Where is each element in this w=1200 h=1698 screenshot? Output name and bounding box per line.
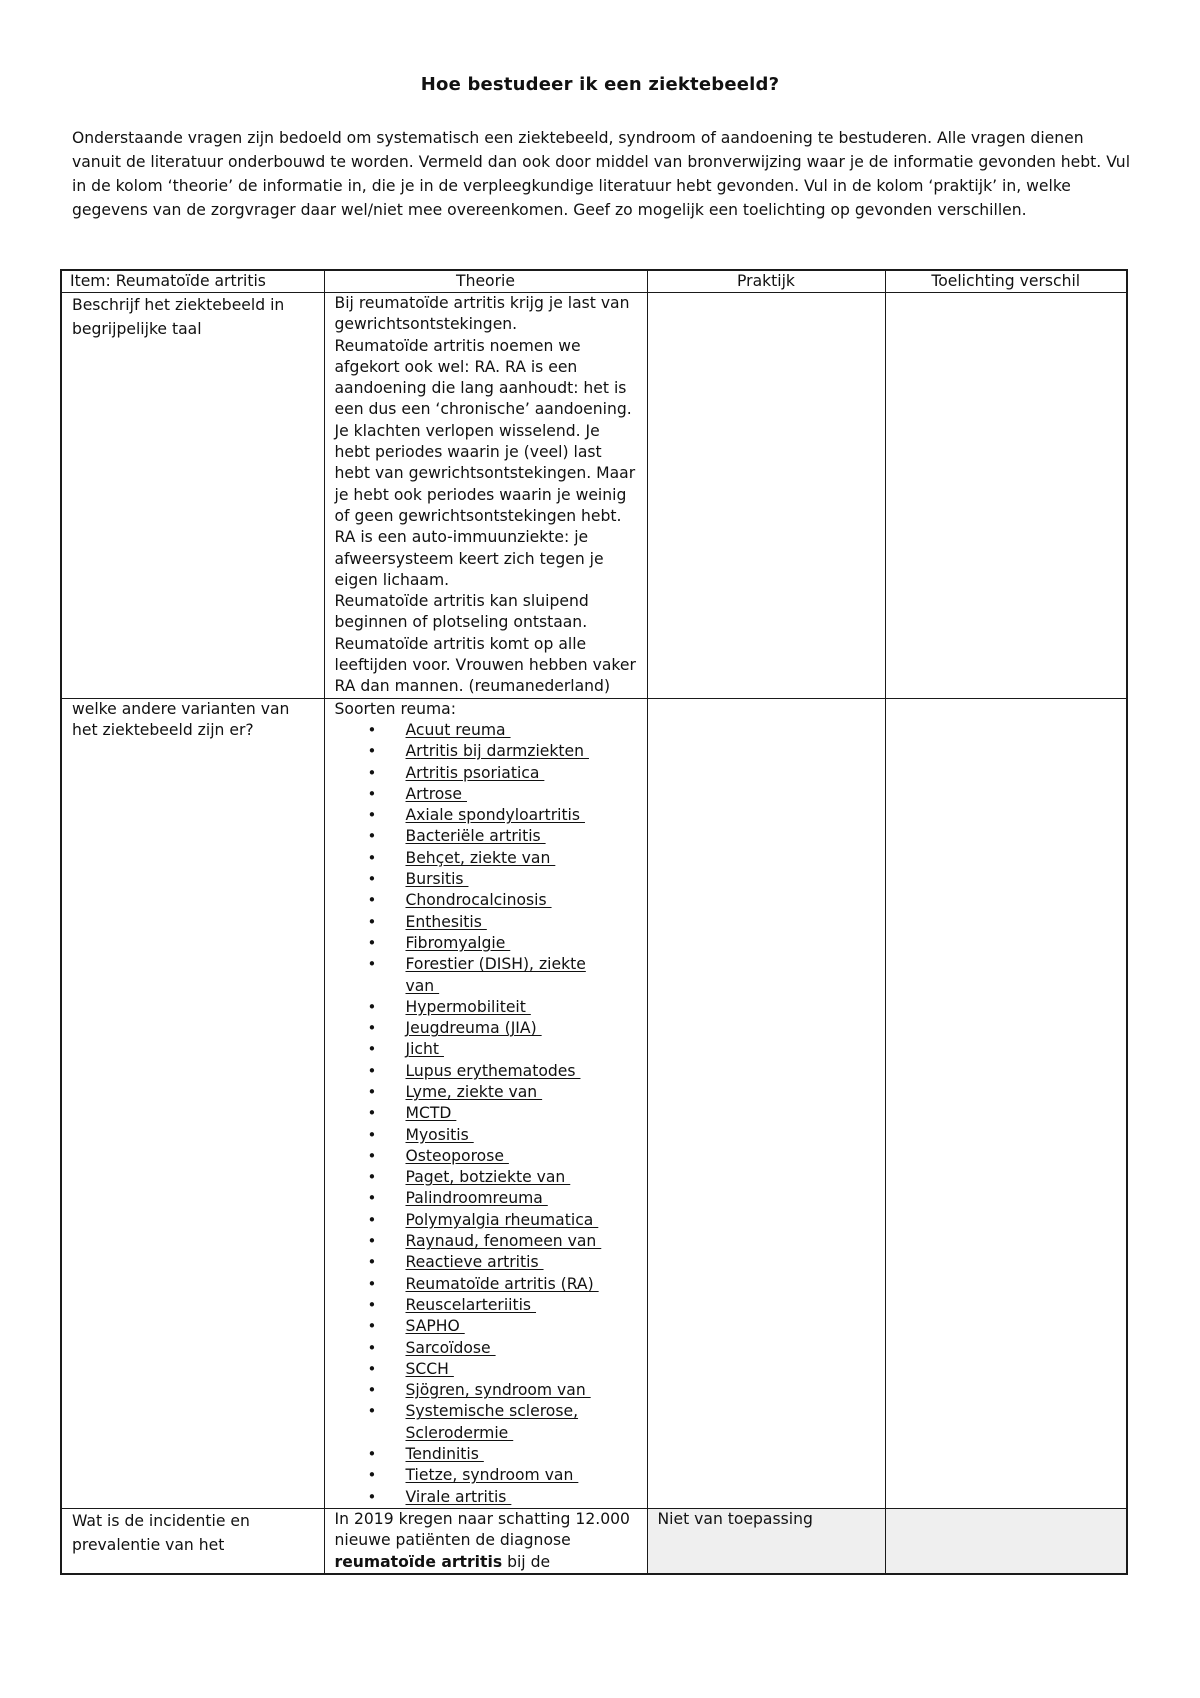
list-item [335, 1444, 637, 1465]
theory-text-start: In 2019 kregen naar schatting 12.000 nieuwe patiënten de diagnose [334, 1509, 630, 1550]
reuma-type-link[interactable]: Tendinitis [405, 1445, 484, 1464]
reuma-type-link[interactable]: Enthesitis [405, 912, 487, 931]
list-item [335, 1401, 637, 1444]
list-item [335, 763, 637, 784]
theory-text-bold: reumatoïde artritis [334, 1552, 503, 1571]
list-item [335, 1210, 637, 1231]
list-item [335, 954, 637, 997]
question-cell: Wat is de incidentie en prevalentie van het [61, 1508, 324, 1573]
theory-list-intro: Soorten reuma: [334, 699, 456, 718]
header-theorie: Theorie [324, 270, 647, 293]
theory-paragraph: Reumatoïde artritis kan sluipend beginnen of plotseling ontstaan. [334, 592, 589, 632]
list-item [335, 933, 637, 954]
table-row [61, 293, 1127, 699]
table-header-row [61, 270, 1127, 293]
reuma-type-link[interactable]: Axiale spondyloartritis [405, 806, 585, 825]
list-item [335, 890, 637, 911]
reuma-type-link[interactable]: Fibromyalgie [405, 933, 511, 952]
theory-text-end: bij de [502, 1552, 551, 1571]
theory-paragraph: Reumatoïde artritis noemen we afgekort ook wel: RA. RA is een aandoening die lang aanhoudt: het is een dus een ‘chronische’ aandoening. [334, 336, 632, 419]
reuma-type-link[interactable]: Sarcoïdose [405, 1338, 496, 1357]
list-item [335, 1231, 637, 1252]
reuma-type-link[interactable]: Tietze, syndroom van [405, 1466, 579, 1485]
page-title: Hoe bestudeer ik een ziektebeeld? [420, 74, 780, 95]
reuma-type-link[interactable]: Acuut reuma [405, 720, 511, 739]
reuma-type-link[interactable]: Lyme, ziekte van [405, 1082, 543, 1101]
header-praktijk: Praktijk [647, 270, 885, 293]
reuma-type-link[interactable]: Artritis psoriatica [405, 763, 545, 782]
list-item [335, 1188, 637, 1209]
theory-paragraph: Bij reumatoïde artritis krijg je last van gewrichtsontstekingen. [334, 294, 630, 334]
list-item [335, 997, 637, 1018]
list-item [335, 1338, 637, 1359]
list-item [335, 805, 637, 826]
list-item [335, 1316, 637, 1337]
question-cell: Beschrijf het ziektebeeld in begrijpelijke taal [61, 293, 324, 699]
reuma-type-link[interactable]: Jeugdreuma (JIA) [405, 1019, 542, 1038]
list-item [335, 1359, 637, 1380]
reuma-type-link[interactable]: Palindroomreuma [405, 1189, 548, 1208]
theory-cell [324, 293, 647, 699]
difference-cell [885, 698, 1127, 1508]
reuma-type-link[interactable]: Sjögren, syndroom van [405, 1381, 591, 1400]
reuma-type-link[interactable]: Reumatoïde artritis (RA) [405, 1274, 599, 1293]
reuma-types-list [335, 720, 637, 1508]
reuma-type-link[interactable]: Reactieve artritis [405, 1253, 544, 1272]
list-item [335, 1146, 637, 1167]
reuma-type-link[interactable]: Forestier (DISH), ziekte van [405, 955, 586, 995]
reuma-type-link[interactable]: Myositis [405, 1125, 474, 1144]
study-table [60, 269, 1128, 1575]
theory-cell [324, 698, 647, 1508]
list-item [335, 1018, 637, 1039]
question-cell: welke andere varianten van het ziektebeeld zijn er? [61, 698, 324, 1508]
reuma-type-link[interactable]: Hypermobiliteit [405, 997, 531, 1016]
theory-cell [324, 1508, 647, 1573]
list-item [335, 784, 637, 805]
theory-paragraph: RA is een auto-immuunziekte: je afweersysteem keert zich tegen je eigen lichaam. [334, 528, 604, 589]
reuma-type-link[interactable]: Raynaud, fenomeen van [405, 1232, 602, 1251]
theory-paragraph: Je klachten verlopen wisselend. Je hebt periodes waarin je (veel) last hebt van gewrichtsontstekingen. Maar je hebt ook periodes waarin je weinig of geen gewrichtsontstekingen hebt. [334, 421, 636, 525]
table-row [61, 1508, 1127, 1573]
reuma-type-link[interactable]: Chondrocalcinosis [405, 891, 552, 910]
reuma-type-link[interactable]: SCCH [405, 1359, 454, 1378]
list-item [335, 1252, 637, 1273]
list-item [335, 848, 637, 869]
reuma-type-link[interactable]: Reuscelarteriitis [405, 1295, 537, 1314]
list-item [335, 1061, 637, 1082]
reuma-type-link[interactable]: Systemische sclerose, Sclerodermie [405, 1402, 579, 1442]
reuma-type-link[interactable]: Lupus erythematodes [405, 1061, 581, 1080]
list-item [335, 1487, 637, 1508]
practice-cell [647, 293, 885, 699]
practice-cell [647, 698, 885, 1508]
list-item [335, 720, 637, 741]
list-item [335, 1274, 637, 1295]
list-item [335, 1039, 637, 1060]
reuma-type-link[interactable]: Osteoporose [405, 1146, 509, 1165]
list-item [335, 869, 637, 890]
list-item [335, 1103, 637, 1124]
reuma-type-link[interactable]: MCTD [405, 1104, 457, 1123]
list-item [335, 912, 637, 933]
reuma-type-link[interactable]: Artrose [405, 784, 467, 803]
reuma-type-link[interactable]: Paget, botziekte van [405, 1168, 571, 1187]
reuma-type-link[interactable]: Jicht [405, 1040, 444, 1059]
list-item [335, 1380, 637, 1401]
table-row [61, 698, 1127, 1508]
reuma-type-link[interactable]: Bursitis [405, 870, 469, 889]
reuma-type-link[interactable]: Virale artritis [405, 1487, 512, 1506]
reuma-type-link[interactable]: Artritis bij darmziekten [405, 742, 589, 761]
difference-cell [885, 1508, 1127, 1573]
header-toelichting: Toelichting verschil [885, 270, 1127, 293]
reuma-type-link[interactable]: Behçet, ziekte van [405, 848, 556, 867]
reuma-type-link[interactable]: SAPHO [405, 1317, 465, 1336]
list-item [335, 1125, 637, 1146]
list-item [335, 1465, 637, 1486]
theory-paragraph: Reumatoïde artritis komt op alle leeftijden voor. Vrouwen hebben vaker RA dan mannen. (reumanederland) [334, 634, 636, 696]
list-item [335, 1082, 637, 1103]
intro-paragraph: Onderstaande vragen zijn bedoeld om systematisch een ziektebeeld, syndroom of aandoening te bestuderen. Alle vragen dienen vanuit de literatuur onderbouwd te worden. Vermeld dan ook door middel van bronverwijzing waar je de informatie gevonden hebt. Vul in de kolom ‘theorie’ de informatie in, die je in de verpleegkundige literatuur hebt gevonden. Vul in de kolom ‘praktijk’ in, welke gegevens van de zorgvrager daar wel/niet mee overeenkomen. Geef zo mogelijk een toelichting op gevonden verschillen. [72, 129, 1131, 219]
reuma-type-link[interactable]: Polymyalgia rheumatica [405, 1210, 599, 1229]
header-item: Item: Reumatoïde artritis [61, 270, 324, 293]
list-item [335, 1167, 637, 1188]
list-item [335, 741, 637, 762]
practice-cell: Niet van toepassing [647, 1508, 885, 1573]
reuma-type-link[interactable]: Bacteriële artritis [405, 827, 546, 846]
difference-cell [885, 293, 1127, 699]
list-item [335, 826, 637, 847]
list-item [335, 1295, 637, 1316]
